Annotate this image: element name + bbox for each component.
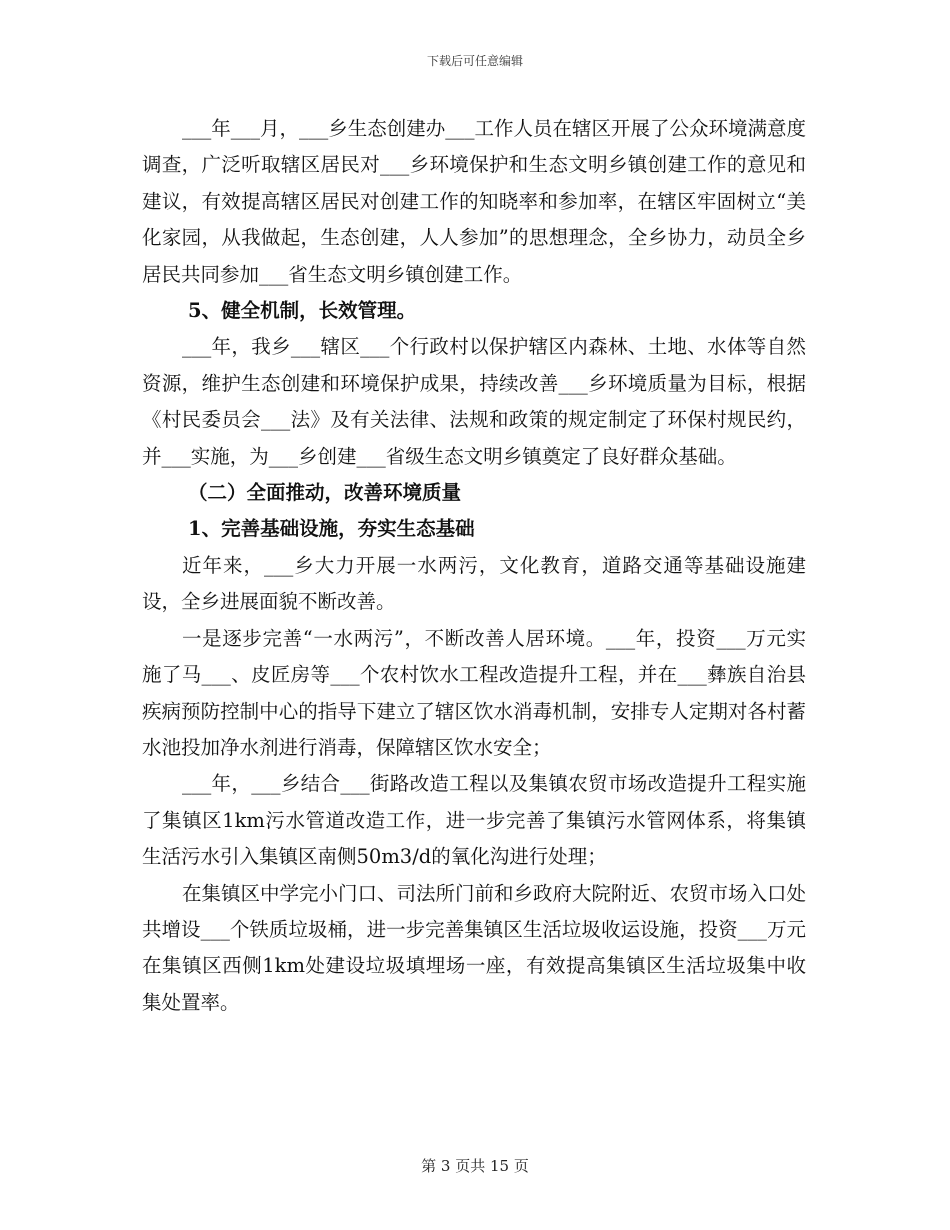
paragraph-sewage: ___年，___乡结合___街路改造工程以及集镇农贸市场改造提升工程实施了集镇区1km污水管道改造工作，进一步完善了集镇污水管网体系，将集镇生活污水引入集镇区南侧50m3/d的氧化沟进行处理； xyxy=(142,772,806,869)
paragraph-garbage: 在集镇区中学完小门口、司法所门前和乡政府大院附近、农贸市场入口处共增设___个铁质垃圾桶，进一步完善集镇区生活垃圾收运设施，投资___万元在集镇区西侧1km处建设垃圾填埋场一座，有效提高集镇区生活垃圾集中收集处置率。 xyxy=(142,881,806,1014)
page-footer: 第 3 页共 15 页 xyxy=(421,1157,529,1175)
paragraph-village-rules: ___年，我乡___辖区___个行政村以保护辖区内森林、土地、水体等自然资源，维护生态创建和环境保护成果，持续改善___乡环境质量为目标，根据《村民委员会___法》及有关法律、法规和政策的规定制定了环保村规民约，并___实施，为___乡创建___省级生态文明乡镇奠定了良好群众基础。 xyxy=(142,335,806,468)
paragraph-recent-years: 近年来，___乡大力开展一水两污，文化教育，道路交通等基础设施建设，全乡进展面貌不断改善。 xyxy=(142,553,806,614)
page-header: 下载后可任意编辑 xyxy=(426,54,523,68)
paragraph-water: 一是逐步完善“一水两污”，不断改善人居环境。___年，投资___万元实施了马___、皮匠房等___个农村饮水工程改造提升工程，并在___彝族自治县疾病预防控制中心的指导下建立了辖区饮水消毒机制，安排专人定期对各村蓄水池投加净水剂进行消毒，保障辖区饮水安全； xyxy=(142,626,806,759)
paragraph-survey: ___年___月，___乡生态创建办___工作人员在辖区开展了公众环境满意度调查，广泛听取辖区居民对___乡环境保护和生态文明乡镇创建工作的意见和建议，有效提高辖区居民对创建工作的知晓率和参加率，在辖区牢固树立“美化家园，从我做起，生态创建，人人参加”的思想理念，全乡协力，动员全乡居民共同参加___省生态文明乡镇创建工作。 xyxy=(142,117,806,286)
heading-section-two: （二）全面推动，改善环境质量 xyxy=(188,481,462,505)
document-body xyxy=(142,111,806,1021)
heading-mechanism: 5、健全机制，长效管理。 xyxy=(188,299,417,323)
heading-infrastructure: 1、完善基础设施，夯实生态基础 xyxy=(188,517,475,541)
